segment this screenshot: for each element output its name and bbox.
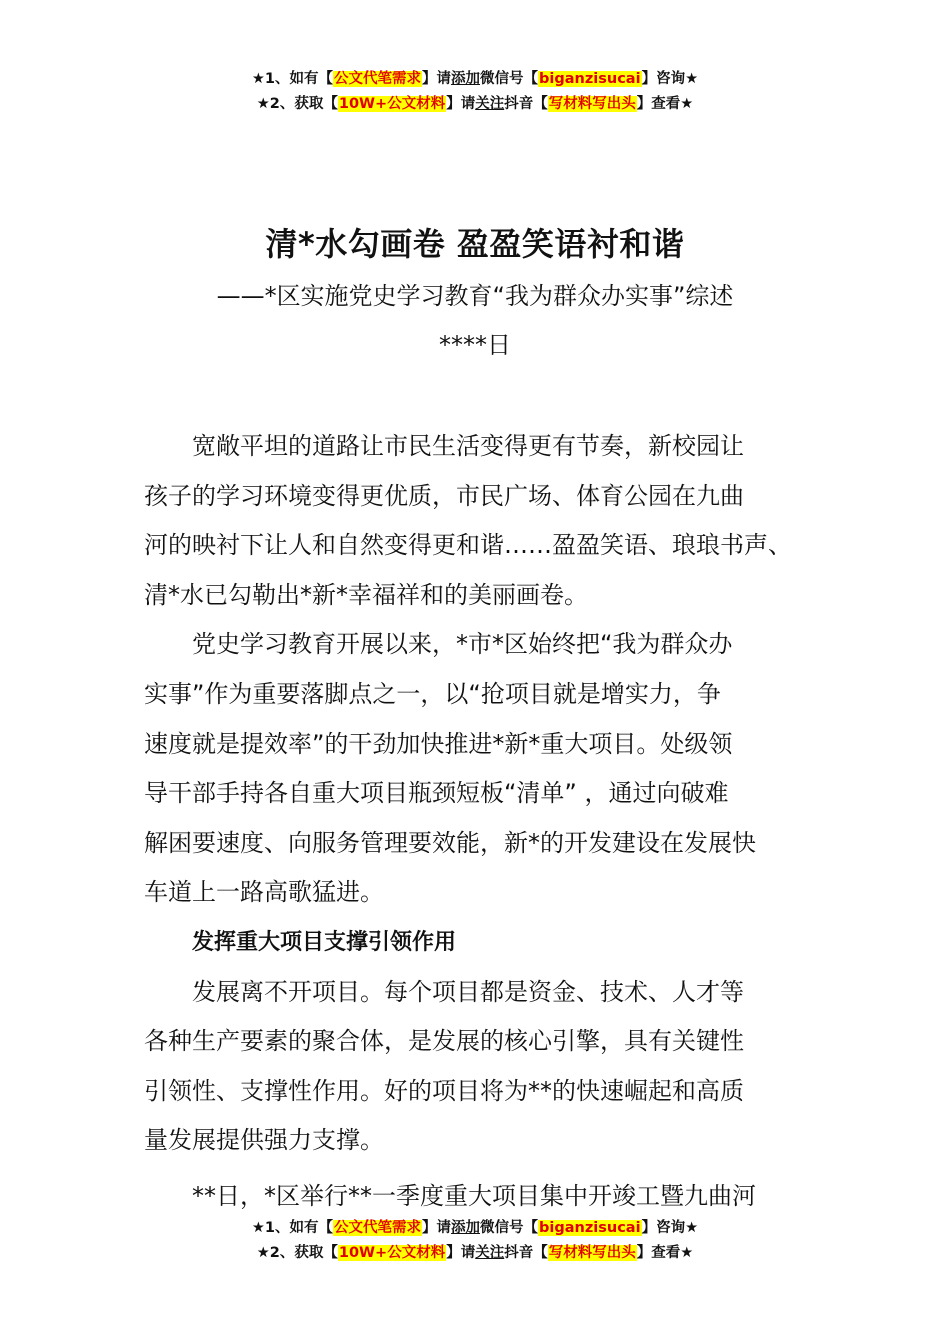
banner-highlight: 10W+公文材料 [338,1245,446,1261]
banner-text: 】请 [422,71,452,87]
banner-text: 】查看★ [636,96,694,112]
text-line: 解困要速度、向服务管理要效能，新*的开发建设在发展快 [144,828,756,857]
banner-text: 】咨询★ [641,71,699,87]
banner-text: 】请 [422,1220,452,1236]
banner-highlight: biganzisucai [539,71,641,87]
banner-text: 】请 [446,1245,476,1261]
banner-highlight: 写材料写出头 [548,96,636,112]
text-line: 导干部手持各自重大项目瓶颈短板“清单” ，通过向破难 [144,779,729,808]
banner-highlight: 公文代笔需求 [334,1220,422,1236]
text-line: 各种生产要素的聚合体，是发展的核心引擎，具有关键性 [144,1027,744,1056]
section-heading: 发挥重大项目支撑引领作用 [191,929,456,955]
paragraph-3 [144,968,824,1166]
paragraph-2 [144,620,824,918]
text-line: **日，*区举行**一季度重大项目集中开竣工暨九曲河 [192,1181,756,1210]
banner-text: 】咨询★ [641,1220,699,1236]
banner-underline: 添加 [451,1220,481,1236]
text-line: 宽敞平坦的道路让市民生活变得更有节奏，新校园让 [192,432,744,460]
text-line: 党史学习教育开展以来，*市*区始终把“我为群众办 [192,630,733,659]
document-subtitle: ——*区实施党史学习教育“我为群众办实事”综述 [216,282,734,310]
banner-highlight: biganzisucai [539,1220,641,1236]
banner-text: ★2、获取【 [256,1245,338,1261]
text-line: 孩子的学习环境变得更优质，市民广场、体育公园在九曲 [144,481,744,510]
footer-banner [0,1216,950,1266]
banner-text: 抖音【 [504,96,548,112]
banner-line-1 [0,1216,950,1241]
banner-highlight: 公文代笔需求 [334,71,422,87]
banner-text: 微信号【 [480,1220,539,1236]
banner-text: 抖音【 [504,1245,548,1261]
paragraph-4 [144,1172,824,1222]
paragraph-1 [144,422,824,620]
header-banner [0,67,950,117]
banner-underline: 关注 [475,96,505,112]
banner-highlight: 10W+公文材料 [338,96,446,112]
banner-text: ★2、获取【 [256,96,338,112]
banner-highlight: 写材料写出头 [548,1245,636,1261]
text-line: 清*水已勾勒出*新*幸福祥和的美丽画卷。 [144,580,588,609]
banner-text: 微信号【 [480,71,539,87]
banner-text: 】请 [446,96,476,112]
document-date: ****日 [439,331,511,359]
text-line: 速度就是提效率”的干劲加快推进*新*重大项目。处级领 [144,729,733,758]
text-line: 车道上一路高歌猛进。 [144,878,384,907]
document-title: 清*水勾画卷 盈盈笑语衬和谐 [265,225,685,263]
banner-text: 】查看★ [636,1245,694,1261]
text-line: 引领性、支撑性作用。好的项目将为**的快速崛起和高质 [144,1076,744,1105]
text-line: 实事”作为重要落脚点之一，以“抢项目就是增实力，争 [144,679,721,708]
text-line: 河的映衬下让人和自然变得更和谐……盈盈笑语、琅琅书声、 [144,531,792,560]
banner-line-1 [0,67,950,92]
document-body [144,422,824,1222]
text-line: 发展离不开项目。每个项目都是资金、技术、人才等 [192,977,744,1006]
banner-underline: 添加 [451,71,481,87]
banner-text: ★1、如有【 [251,1220,334,1236]
text-line: 量发展提供强力支撑。 [144,1126,384,1155]
banner-line-2 [0,92,950,117]
banner-line-2 [0,1241,950,1266]
banner-underline: 关注 [475,1245,505,1261]
banner-text: ★1、如有【 [251,71,334,87]
